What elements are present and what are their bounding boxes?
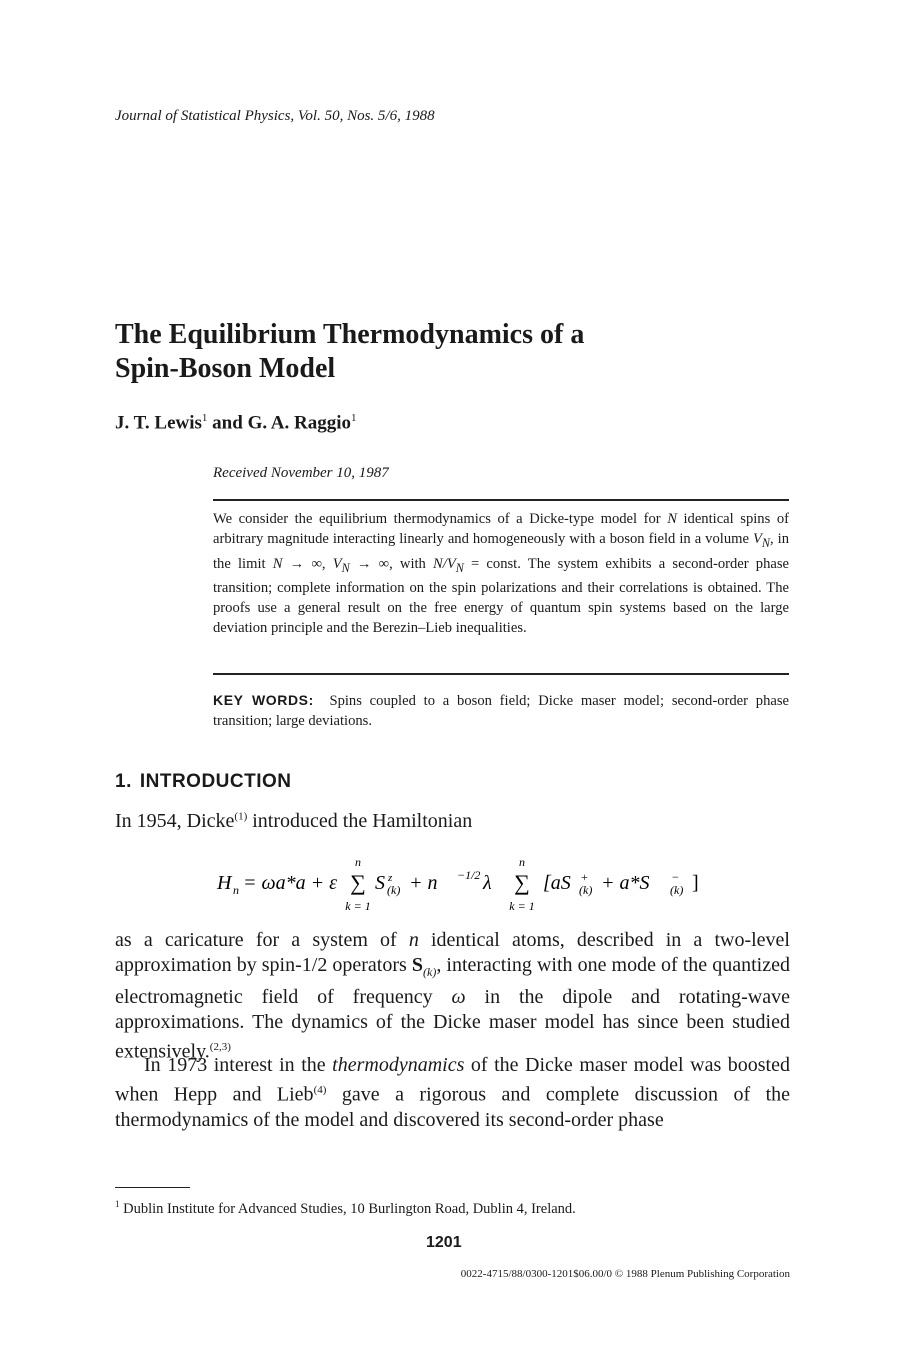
citation-ref[interactable]: (4) [313,1084,327,1096]
body-text: identical atoms, described in a two-level approximation by spin-1/2 operators [115,929,790,976]
abstract-text: , in the limit [213,531,789,572]
page-number: 1201 [426,1234,462,1251]
eq-bracket-close: ] [692,872,699,894]
math-limit-rest: → ∞ [349,555,390,572]
body-paragraph-1 [115,928,790,1065]
eq-exponent: −1/2 [457,868,481,882]
received-date: Received November 10, 1987 [213,465,389,481]
footnote-text: Dublin Institute for Advanced Studies, 10 Burlington Road, Dublin 4, Ireland. [119,1200,576,1217]
body-text: in the dipole and rotating-wave approximations. The dynamics of the Dicke maser model has since been studied extensively. [115,986,790,1063]
keywords [213,690,789,732]
math-n: n [408,929,419,951]
footnote-rule [115,1187,190,1188]
math-limit-n: N → ∞ [272,555,322,572]
section-heading [115,771,292,793]
eq-plus-n: + n [409,872,438,894]
intro-text: introduced the Hamiltonian [247,810,473,832]
eq-lower-sup: − [672,870,679,884]
math-ratio: N/V [433,555,456,572]
math-limit-v: V [332,555,342,572]
sum2-sigma: ∑ [514,870,530,895]
eq-first-terms: = ωa*a + ε [243,872,337,894]
body-paragraph-2 [115,1053,790,1133]
eq-spin-z: S [375,872,385,894]
body-text: , interacting with one mode of the quantized electromagnetic field of frequency [115,954,790,1008]
hamiltonian-equation [215,848,735,914]
author-raggio: G. A. Raggio [247,412,352,434]
sum2-upper: n [519,855,525,869]
math-spin-operator: S [411,954,423,976]
abstract-text: We consider the equilibrium thermodynamics of a Dicke-type model for [213,511,668,527]
author-lewis: J. T. Lewis [115,412,202,434]
eq-raise-sup: + [581,870,588,884]
article-title [115,318,815,386]
footnote-mark: 1 [115,1199,120,1209]
math-v: V [752,531,762,548]
section-number: 1. [115,771,132,792]
section-title: INTRODUCTION [139,771,292,792]
abstract-bottom-rule [213,673,789,675]
footnote [115,1199,576,1218]
author-list [115,412,357,434]
sum1-lower: k = 1 [345,899,371,913]
intro-sentence [115,810,472,833]
math-sub-k: (k) [423,965,437,979]
abstract-text: , [321,555,333,572]
journal-citation: Journal of Statistical Physics, Vol. 50, Nos. 5/6, 1988 [115,108,435,124]
eq-lower-sub: (k) [670,883,684,897]
math-n: N [667,511,677,527]
emphasis: thermodynamics [332,1054,465,1076]
sum1-upper: n [355,855,361,869]
sum2-lower: k = 1 [509,899,535,913]
citation-ref[interactable]: (2,3) [209,1041,231,1053]
author-separator: and [212,412,243,434]
title-line-2: Spin-Boson Model [115,353,336,384]
eq-lambda: λ [483,872,492,894]
eq-lhs: H [217,872,232,894]
math-sub-n: N [761,536,770,551]
eq-lhs-sub: n [233,883,239,897]
math-ratio-rest: = const. [463,555,521,572]
affiliation-mark: 1 [351,412,357,424]
body-text: In 1973 interest in the [144,1054,333,1076]
sum1-sigma: ∑ [350,870,366,895]
intro-text: In 1954, Dicke [115,810,235,832]
abstract-text: , with [389,555,434,572]
eq-spin-z-sup: z [388,872,393,884]
citation-ref[interactable]: (1) [234,810,248,823]
affiliation-mark: 1 [201,412,208,424]
copyright-line: 0022-4715/88/0300-1201$06.00/0 © 1988 Plenum Publishing Corporation [460,1268,790,1280]
keywords-label: KEY WORDS: [213,692,314,708]
body-text: of the Dicke maser model was boosted when Hepp and Lieb [115,1054,790,1106]
eq-bracket-open: [aS [543,872,571,894]
eq-bracket-mid: + a*S [601,872,650,894]
body-text: as a caricature for a system of [115,929,409,951]
body-text: gave a rigorous and complete discussion of the thermodynamics of the model and discovered its second-order phase [115,1083,790,1131]
title-line-1: The Equilibrium Thermodynamics of a [115,319,585,350]
abstract-text: identical spins of arbitrary magnitude interacting linearly and homogeneously with a boson field in a volume [213,511,789,548]
math-sub-n: N [455,560,464,575]
eq-raise-sub: (k) [579,883,593,897]
abstract [213,509,789,639]
math-omega: ω [451,986,466,1008]
abstract-top-rule [213,499,789,501]
math-sub-n: N [341,560,350,575]
eq-spin-z-sub: (k) [387,883,401,897]
keywords-text: Spins coupled to a boson field; Dicke maser model; second-order phase transition; large deviations. [213,693,790,730]
abstract-text: The system exhibits a second-order phase transition; complete information on the spin polarizations and their correlations is obtained. The proofs use a general result on the free energy of quantum spin systems based on the large deviation principle and the Berezin–Lieb inequalities. [213,555,790,637]
